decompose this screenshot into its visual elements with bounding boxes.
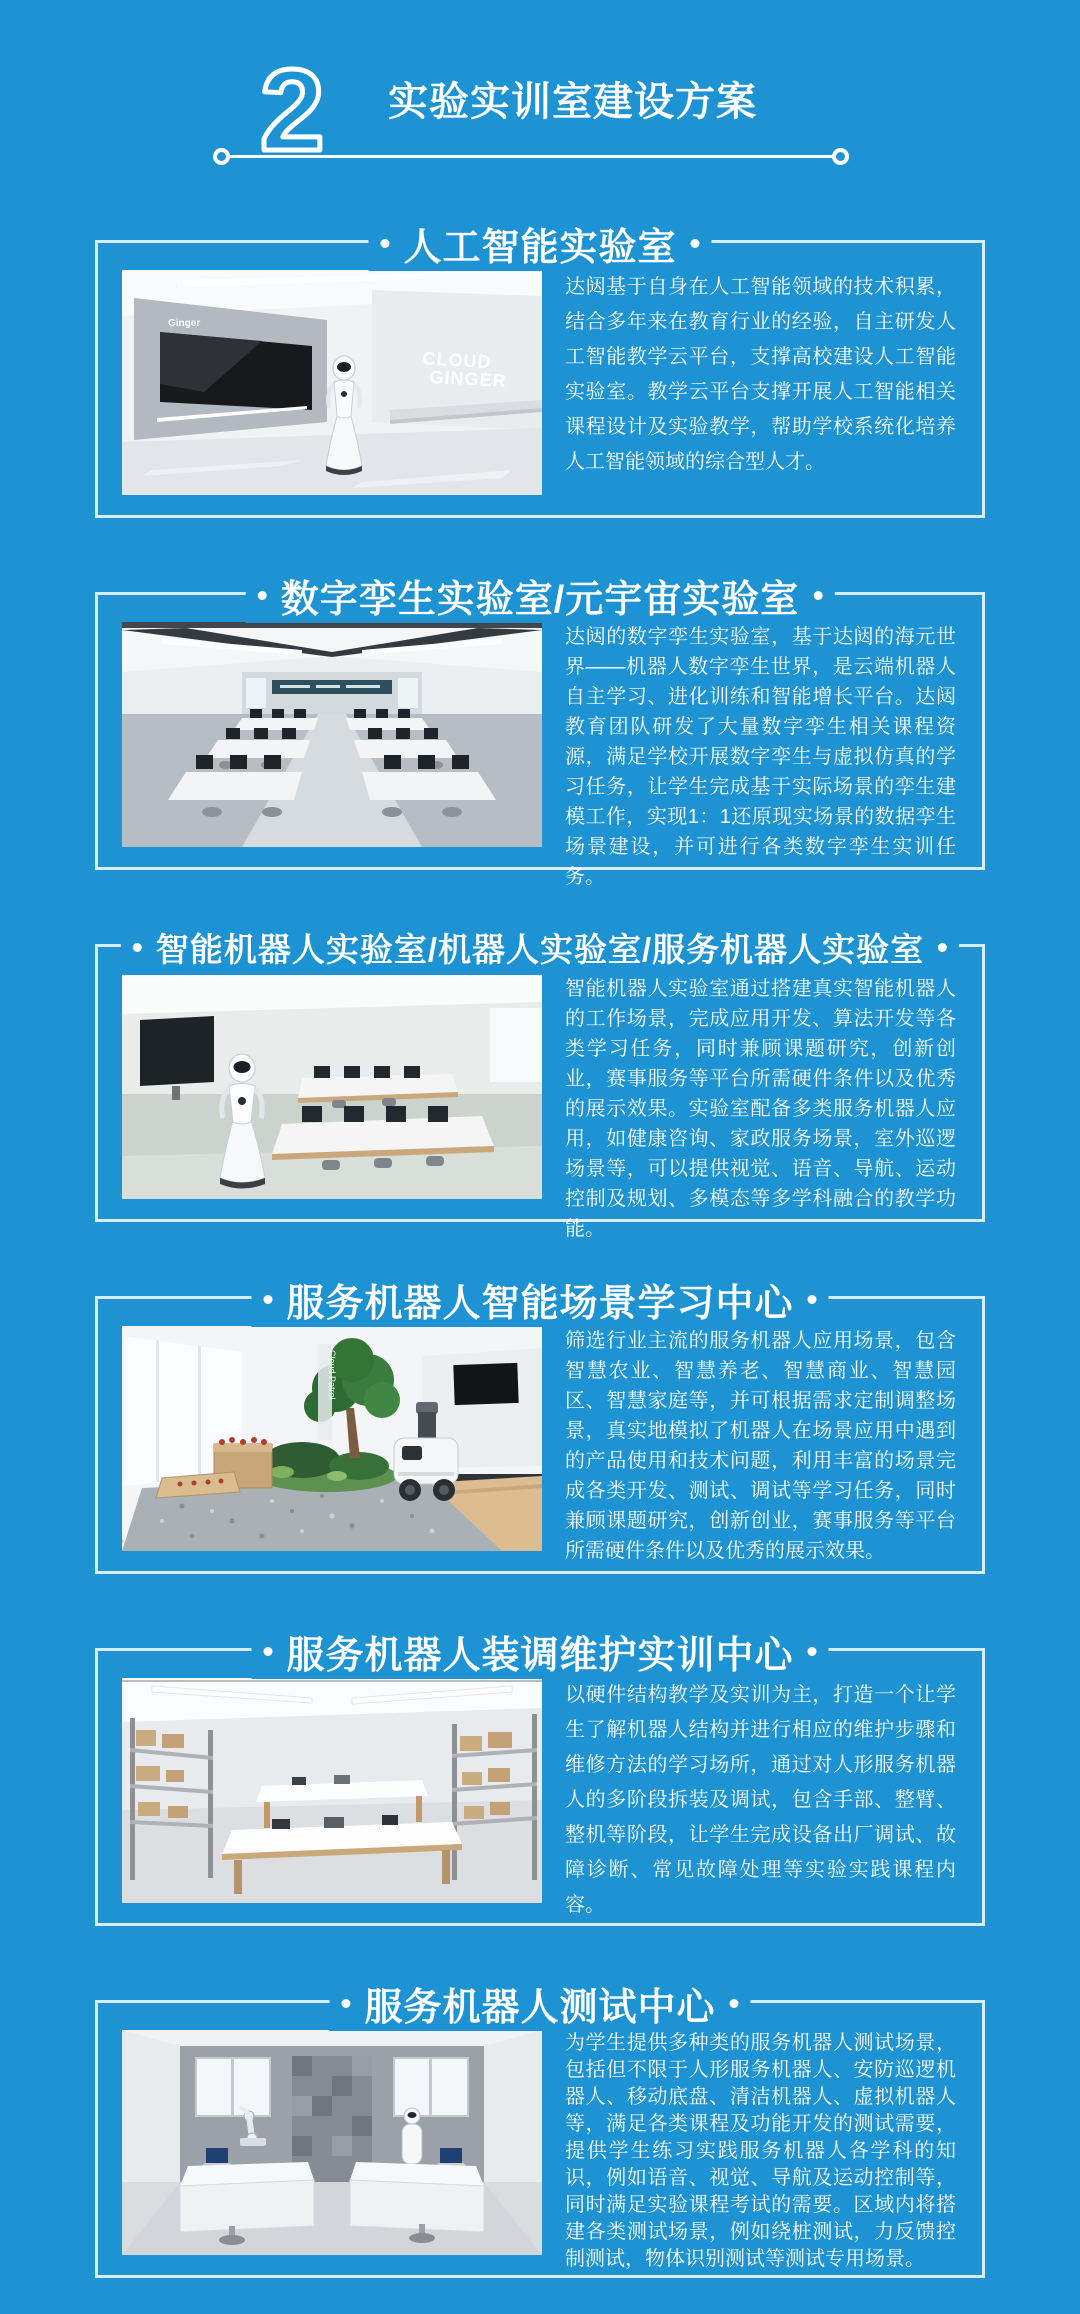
section-body: 达闼基于自身在人工智能领域的技术积累，结合多年来在教育行业的经验，自主研发人工智能教学云平台，支撑高校建设人工智能实验室。教学云平台支撑开展人工智能相关课程设计及实验教学，帮助学校系统化培养人工智能领域的综合型人才。 <box>565 276 956 473</box>
section-title-text: 服务机器人装调维护实训中心 <box>286 1634 794 1677</box>
title-dot-right-icon <box>691 239 700 248</box>
title-dot-right-icon <box>730 1999 739 2008</box>
section-robot-labs <box>95 930 985 1240</box>
section-ai-lab <box>95 226 985 518</box>
section-number: 2 <box>260 45 325 168</box>
section-content <box>98 2003 982 2287</box>
section-title <box>368 215 711 271</box>
digital-twin-classroom-photo <box>122 622 542 847</box>
section-body: 智能机器人实验室通过搭建真实智能机器人的工作场景，完成应用开发、算法开发等各类学习任务，同时兼顾课题研究，创新创业，赛事服务等平台所需硬件条件以及优秀的展示效果。实验室配备多类服务机器人应用，如健康咨询、家政服务场景，室外巡逻场景等，可以提供视觉、语音、导航、运动控制及规划、多模态等多学科融合的教学功能。 <box>565 978 956 1240</box>
title-dot-right-icon <box>808 1295 817 1304</box>
title-dot-left-icon <box>263 1647 272 1656</box>
section-body: 筛选行业主流的服务机器人应用场景，包含智慧农业、智慧养老、智慧商业、智慧园区、智慧家庭等，并可根据需求定制调整场景，真实地模拟了机器人在场景应用中遇到的产品使用和技术问题，利用丰富的场景完成各类开发、测试、调试等学习任务，同时兼顾课题研究，创新创业，赛事服务等平台所需硬件条件以及优秀的展示效果。 <box>565 1330 956 1562</box>
section-title <box>251 1623 828 1679</box>
title-dot-right-icon <box>808 1647 817 1656</box>
title-dot-right-icon <box>938 943 947 952</box>
section-content <box>98 1299 982 1580</box>
smart-scene-garden-photo <box>122 1326 542 1551</box>
section-body: 达闼的数字孪生实验室，基于达闼的海元世界——机器人数字孪生世界，是云端机器人自主学习、进化训练和智能增长平台。达闼教育团队研发了大量数字孪生相关课程资源，满足学校开展数字孪生与虚拟仿真的学习任务，让学生完成基于实际场景的孪生建模工作，实现1：1还原现实场景的数据孪生场景建设，并可进行各类数字孪生实训任务。 <box>565 626 956 888</box>
title-dot-left-icon <box>380 239 389 248</box>
wall-logo-line1: CLOUD <box>422 348 492 373</box>
section-content <box>98 947 982 1258</box>
sections-list <box>95 226 985 2278</box>
section-number-outline <box>250 38 400 168</box>
section-title-text: 人工智能实验室 <box>403 226 677 269</box>
wall-logo-line2: GINGER <box>429 366 508 391</box>
ai-lab-photo <box>122 270 542 495</box>
section-content <box>98 595 982 906</box>
section-maintenance-center <box>95 1634 985 1926</box>
title-dot-left-icon <box>133 943 142 952</box>
section-title-text: 数字孪生实验室/元宇宙实验室 <box>280 578 800 621</box>
wall-label-small: Ginger <box>168 318 201 329</box>
line-end-circle-right-icon <box>832 148 849 165</box>
section-digital-twin-lab <box>95 578 985 888</box>
section-title-text: 服务机器人智能场景学习中心 <box>286 1282 794 1325</box>
section-title <box>121 919 959 975</box>
robot-lab-photo <box>122 974 542 1199</box>
section-title <box>329 1975 750 2031</box>
title-dot-right-icon <box>813 591 822 600</box>
section-title <box>251 1271 828 1327</box>
title-dot-left-icon <box>263 1295 272 1304</box>
section-content <box>98 1651 982 1937</box>
section-scene-learning-center <box>95 1282 985 1574</box>
section-title <box>246 567 835 623</box>
section-testing-center <box>95 1986 985 2278</box>
title-dot-left-icon <box>258 591 267 600</box>
pillar-label: Cloud Patrol <box>327 1350 337 1400</box>
section-title-text: 服务机器人测试中心 <box>364 1986 716 2029</box>
testing-room-photo <box>122 2030 542 2255</box>
section-content <box>98 243 982 509</box>
title-dot-left-icon <box>341 1999 350 2008</box>
maintenance-workshop-photo <box>122 1678 542 1903</box>
section-body: 为学生提供多种类的服务机器人测试场景，包括但不限于人形服务机器人、安防巡逻机器人、移动底盘、清洁机器人、虚拟机器人等，满足各类课程及功能开发的测试需要，提供学生练习实践服务机器人各学科的知识，例如语音、视觉、导航及运动控制等，同时满足实验课程考试的需要。区域内将搭建各类测试场景，例如绕桩测试，力反馈控制测试，物体识别测试等测试专用场景。 <box>565 2032 956 2270</box>
page-title: 实验实训室建设方案 <box>388 80 757 124</box>
section-body: 以硬件结构教学及实训为主，打造一个让学生了解机器人结构并进行相应的维护步骤和维修方法的学习场所，通过对人形服务机器人的多阶段拆装及调试，包含手部、整臂、整机等阶段，让学生完成设备出厂调试、故障诊断、常见故障处理等实验实践课程内容。 <box>565 1684 956 1916</box>
section-title-text: 智能机器人实验室/机器人实验室/服务机器人实验室 <box>155 930 925 968</box>
page-header <box>0 0 1080 240</box>
